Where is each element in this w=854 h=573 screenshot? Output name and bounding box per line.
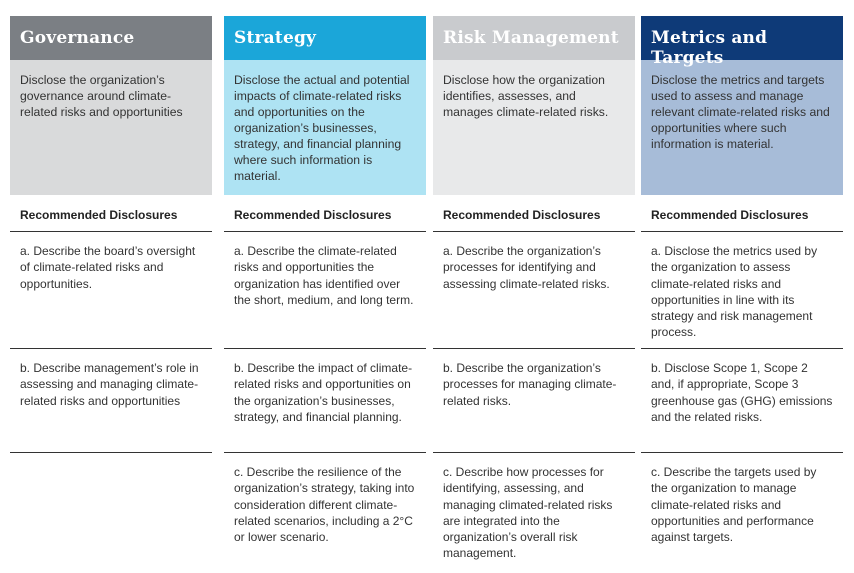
column-strategy bbox=[224, 16, 426, 573]
disclosure-item-b: b. Describe the impact of climate-related risks and opportunities on the organization’s businesses, strategy, and financial planning. bbox=[224, 349, 426, 453]
column-governance bbox=[10, 16, 212, 573]
column-metrics-and-targets bbox=[641, 16, 843, 573]
column-header: Strategy bbox=[224, 16, 426, 60]
disclosure-item-c: c. Describe the targets used by the organization to manage climate-related risks and opportunities and performance against targets. bbox=[651, 465, 817, 545]
column-header: Metrics and Targets bbox=[641, 16, 843, 60]
disclosure-item-a: a. Describe the climate-related risks and opportunities the organization has identified over the short, medium, and long term. bbox=[224, 232, 426, 349]
column-header: Governance bbox=[10, 16, 212, 60]
column-description: Disclose the metrics and targets used to assess and manage relevant climate-related risks and opportunities where such information is material. bbox=[641, 60, 843, 195]
recommended-disclosures-heading: Recommended Disclosures bbox=[641, 195, 843, 232]
column-description: Disclose how the organization identifies, assesses, and manages climate-related risks. bbox=[433, 60, 635, 195]
column-description: Disclose the actual and potential impacts of climate-related risks and opportunities on the organization’s businesses, strategy, and financial planning where such information is material. bbox=[224, 60, 426, 195]
column-description: Disclose the organization’s governance around climate-related risks and opportunities bbox=[10, 60, 212, 195]
recommended-disclosures-heading: Recommended Disclosures bbox=[224, 195, 426, 232]
disclosure-item-b: b. Describe the organization’s processes for managing climate-related risks. bbox=[433, 349, 635, 453]
recommended-disclosures-heading: Recommended Disclosures bbox=[433, 195, 635, 232]
disclosure-item-a: a. Describe the organization’s processes for identifying and assessing climate-related risks. bbox=[433, 232, 635, 349]
recommended-disclosures-heading: Recommended Disclosures bbox=[10, 195, 212, 232]
disclosure-item-b: b. Describe management’s role in assessing and managing climate-related risks and opportunities bbox=[10, 349, 212, 453]
disclosure-item-c: c. Describe the resilience of the organization’s strategy, taking into consideration different climate-related scenarios, including a 2°C or lower scenario. bbox=[234, 465, 415, 545]
disclosure-item-c: c. Describe how processes for identifying, assessing, and managing climated-related risks are integrated into the organization’s overall risk management. bbox=[443, 465, 613, 561]
column-header: Risk Management bbox=[433, 16, 635, 60]
disclosure-item-b: b. Disclose Scope 1, Scope 2 and, if appropriate, Scope 3 greenhouse gas (GHG) emissions and the related risks. bbox=[641, 349, 843, 453]
disclosure-item-c bbox=[10, 453, 212, 573]
column-risk-management bbox=[433, 16, 635, 573]
disclosure-item-a: a. Describe the board’s oversight of climate-related risks and opportunities. bbox=[10, 232, 212, 349]
disclosure-item-a: a. Disclose the metrics used by the organization to assess climate-related risks and opportunities in line with its strategy and risk management process. bbox=[641, 232, 843, 349]
